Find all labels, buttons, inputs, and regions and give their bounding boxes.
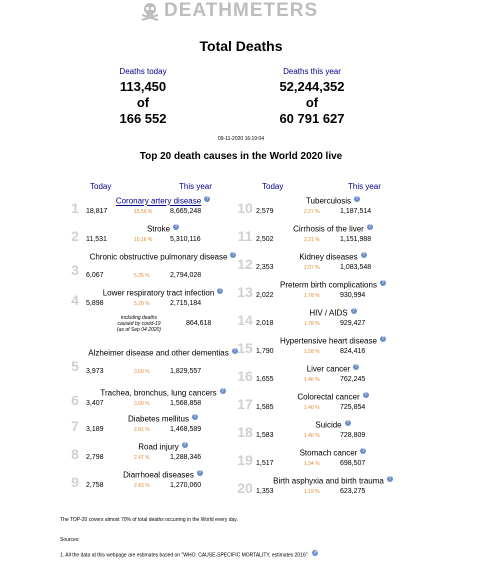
cause-percent: 2.27 % [304, 209, 320, 215]
cause-today-value: 1,585 [256, 404, 274, 411]
cause-today-value: 18,817 [86, 208, 108, 215]
cause-today-value: 2,798 [86, 454, 104, 461]
cause-name-text: Kidney diseases [299, 252, 358, 262]
cause-name-text: Diabetes mellitus [128, 414, 189, 424]
cause-name-text: Hypertensive heart disease [280, 336, 377, 346]
cause-year-value: 698,507 [340, 460, 366, 467]
cause-year-value: 929,427 [340, 320, 366, 327]
cause-name-text: HIV / AIDS [309, 308, 348, 318]
info-icon[interactable]: ? [346, 420, 350, 426]
coverage-note: The TOP-20 covers almost 70% of total deaths occurring in the World every day. [60, 517, 238, 523]
cause-item [234, 280, 434, 308]
cause-today-value: 11,531 [86, 236, 107, 243]
cause-name [258, 196, 408, 206]
deaths-today-label: Deaths today [119, 67, 167, 76]
site-logo[interactable] [140, 0, 318, 22]
cause-rank: 18 [237, 424, 253, 440]
cause-percent: 5.20 % [134, 301, 150, 307]
cause-name [258, 336, 408, 346]
cause-today-value: 2,018 [256, 320, 274, 327]
cause-percent: 2.81 % [134, 427, 150, 433]
cause-name [88, 288, 238, 298]
cause-name-text: Coronary artery disease [115, 196, 202, 206]
cause-name [88, 224, 238, 234]
cause-rank: 12 [237, 256, 253, 272]
cause-name-text: Alzheimer disease and other dementias [88, 348, 229, 358]
left-year-header: This year [179, 182, 212, 191]
cause-rank: 8 [71, 446, 79, 462]
cause-percent: 1.40 % [304, 433, 320, 439]
cause-name [88, 442, 238, 452]
cause-name [88, 388, 238, 398]
cause-name [258, 308, 408, 318]
cause-name [258, 224, 408, 234]
cause-rank: 20 [237, 480, 253, 496]
right-today-header: Today [262, 182, 284, 191]
cause-year-value: 1,468,589 [170, 426, 202, 433]
cause-today-value: 2,353 [256, 264, 274, 271]
cause-item [234, 420, 434, 448]
cause-rank: 16 [237, 368, 253, 384]
cause-year-value: 5,310,116 [170, 236, 201, 243]
brand-name: DEATHMETERS [164, 0, 319, 21]
info-icon[interactable]: ? [364, 392, 368, 398]
cause-name-text: Diarrhoeal diseases [123, 470, 194, 480]
cause-year-value: 728,809 [340, 432, 366, 439]
deaths-year-value: 52,244,352 [279, 79, 345, 94]
cause-year-value: 623,275 [340, 488, 366, 495]
cause-item [234, 252, 434, 280]
cause-percent: 5.35 % [134, 273, 150, 279]
info-icon[interactable]: ? [193, 414, 197, 420]
deaths-year-label: Deaths this year [283, 67, 341, 76]
info-icon[interactable]: ? [381, 336, 385, 342]
cause-today-value: 2,502 [256, 236, 274, 243]
cause-name [258, 476, 408, 486]
deaths-today-block [68, 67, 218, 127]
cause-name [88, 470, 238, 480]
cause-today-value: 2,579 [256, 208, 274, 215]
cause-percent: 2.07 % [304, 265, 320, 271]
cause-item [234, 336, 434, 364]
cause-rank: 6 [71, 392, 79, 408]
cause-rank: 13 [237, 284, 253, 300]
cause-name-text: Chronic obstructive pulmonary disease [89, 252, 228, 262]
cause-name [258, 252, 408, 262]
info-icon[interactable]: ? [232, 252, 235, 258]
info-icon[interactable]: ? [355, 196, 359, 202]
cause-rank: 10 [237, 200, 253, 216]
deaths-year-of: of [305, 95, 319, 110]
cause-year-value: 1,270,060 [170, 482, 202, 489]
cause-item [234, 196, 434, 224]
cause-item [234, 224, 434, 252]
cause-percent: 1.19 % [304, 489, 320, 495]
source-1-text: 1. All the data at this webpage are estimates based on "WHO: CAUSE-SPECIFIC MORTALITY, estimates 2016" [60, 552, 308, 559]
cause-rank: 4 [71, 292, 79, 308]
cause-today-value: 1,655 [256, 376, 274, 383]
deaths-today-of: of [136, 95, 150, 110]
info-icon[interactable]: ? [183, 442, 187, 448]
cause-today-value: 5,898 [86, 300, 104, 307]
info-icon[interactable]: ? [388, 476, 392, 482]
cause-item [234, 448, 434, 476]
section-title: Top 20 death causes in the World 2020 live [139, 151, 343, 162]
cause-percent: 1.34 % [304, 461, 320, 467]
cause-name [88, 414, 238, 424]
sources-label: Sources: [60, 537, 80, 543]
cause-year-value: 2,715,184 [170, 300, 202, 307]
page-title: Total Deaths [199, 38, 283, 54]
info-icon[interactable]: ? [381, 280, 385, 286]
source-1-line [60, 550, 318, 559]
deaths-today-value: 113,450 [119, 79, 167, 94]
cause-percent: 15.59 % [134, 209, 153, 215]
cause-year-value: 824,416 [340, 348, 366, 355]
cause-year-value: 1,187,514 [340, 208, 372, 215]
cause-year-value: 2,794,028 [170, 272, 202, 279]
cause-name [258, 448, 408, 458]
cause-name-text: Trachea, bronchus, lung cancers [100, 388, 217, 398]
covid-deaths-value: 864,618 [186, 320, 212, 327]
cause-today-value: 1,517 [256, 460, 274, 467]
cause-rank: 9 [71, 474, 79, 490]
cause-name-text: Cirrhosis of the liver [293, 224, 364, 234]
cause-name-text: Colorectal cancer [297, 392, 360, 402]
cause-name-text: Liver cancer [306, 364, 351, 374]
info-icon[interactable]: ? [233, 348, 237, 354]
info-icon[interactable]: ? [354, 364, 358, 370]
cause-name-text: Birth asphyxia and birth trauma [273, 476, 384, 486]
cause-today-value: 1,583 [256, 432, 274, 439]
cause-rank: 14 [237, 312, 253, 328]
cause-item [234, 308, 434, 336]
cause-percent: 2.43 % [134, 483, 150, 489]
info-icon[interactable]: ? [352, 308, 355, 314]
cause-year-value: 8,665,248 [170, 208, 202, 215]
cause-percent: 1.78 % [304, 321, 320, 327]
deaths-today-total: 166 552 [119, 111, 167, 126]
cause-percent: 2.21 % [304, 237, 320, 243]
cause-name-text: Suicide [315, 420, 342, 430]
cause-year-value: 1,151,988 [340, 236, 372, 243]
cause-item [234, 476, 434, 504]
cause-percent: 3.50 % [134, 369, 150, 375]
cause-percent: 10.16 % [134, 237, 153, 243]
covid-note-line: including deaths [120, 315, 158, 321]
cause-year-value: 1,288,346 [170, 454, 202, 461]
cause-name-text: Preterm birth complications [280, 280, 377, 290]
cause-name [258, 420, 408, 430]
cause-percent: 1.46 % [304, 377, 320, 383]
skull-crossbones-icon [140, 1, 160, 21]
info-icon[interactable]: ? [205, 196, 209, 202]
cause-rank: 5 [71, 358, 79, 374]
cause-today-value: 3,973 [86, 368, 104, 375]
cause-name-text: Lower respiratory tract infection [102, 288, 215, 298]
deaths-year-block [237, 67, 387, 127]
info-icon[interactable]: ? [362, 252, 366, 258]
cause-name [258, 280, 408, 290]
current-datetime: 09-11-2020 16:19:04 [217, 136, 265, 142]
covid-note-line: caused by covid-19 [117, 321, 161, 327]
cause-today-value: 3,189 [86, 426, 104, 433]
cause-year-value: 762,245 [340, 376, 366, 383]
cause-today-value: 2,022 [256, 292, 274, 299]
cause-percent: 2.47 % [134, 455, 150, 461]
cause-rank: 17 [237, 396, 253, 412]
info-icon[interactable]: ? [218, 288, 222, 294]
cause-name[interactable] [88, 196, 238, 206]
cause-item [234, 364, 434, 392]
site-header [0, 0, 482, 24]
covid-note [104, 315, 174, 333]
cause-percent: 3.00 % [134, 401, 150, 407]
cause-year-value: 1,568,858 [170, 400, 202, 407]
info-icon[interactable]: ? [368, 224, 372, 230]
cause-rank: 7 [71, 418, 79, 434]
cause-rank: 3 [71, 262, 79, 278]
cause-percent: 1.78 % [304, 293, 320, 299]
cause-name-text: Stomach cancer [299, 448, 358, 458]
cause-year-value: 930,994 [340, 292, 366, 299]
cause-percent: 1.40 % [304, 405, 320, 411]
external-link-icon[interactable]: ↗ [312, 550, 318, 556]
cause-name-text: Road injury [138, 442, 179, 452]
cause-today-value: 6,067 [86, 272, 104, 279]
cause-today-value: 1,353 [256, 488, 274, 495]
cause-item [234, 392, 434, 420]
cause-percent: 1.58 % [304, 349, 320, 355]
covid-note-line: (as of Sep 04 2020) [117, 327, 161, 333]
cause-year-value: 1,829,557 [170, 368, 202, 375]
info-icon[interactable]: ? [362, 448, 365, 454]
cause-rank: 2 [71, 228, 79, 244]
info-icon[interactable]: ? [198, 470, 202, 476]
cause-rank: 11 [237, 228, 253, 244]
cause-year-value: 725,854 [340, 404, 366, 411]
cause-name-text: Stroke [146, 224, 171, 234]
right-year-header: This year [348, 182, 381, 191]
cause-rank: 1 [71, 200, 79, 216]
cause-name-text: Tuberculosis [305, 196, 352, 206]
cause-today-value: 3,407 [86, 400, 104, 407]
cause-name [258, 364, 408, 374]
cause-today-value: 2,758 [86, 482, 104, 489]
left-today-header: Today [90, 182, 112, 191]
cause-today-value: 1,790 [256, 348, 274, 355]
deaths-year-total: 60 791 627 [279, 111, 345, 126]
cause-rank: 15 [237, 340, 253, 356]
cause-name [88, 348, 238, 358]
info-icon[interactable]: ? [221, 388, 224, 394]
cause-name [258, 392, 408, 402]
cause-name [88, 252, 238, 262]
cause-rank: 19 [237, 452, 253, 468]
info-icon[interactable]: ? [174, 224, 178, 230]
cause-year-value: 1,083,548 [340, 264, 372, 271]
